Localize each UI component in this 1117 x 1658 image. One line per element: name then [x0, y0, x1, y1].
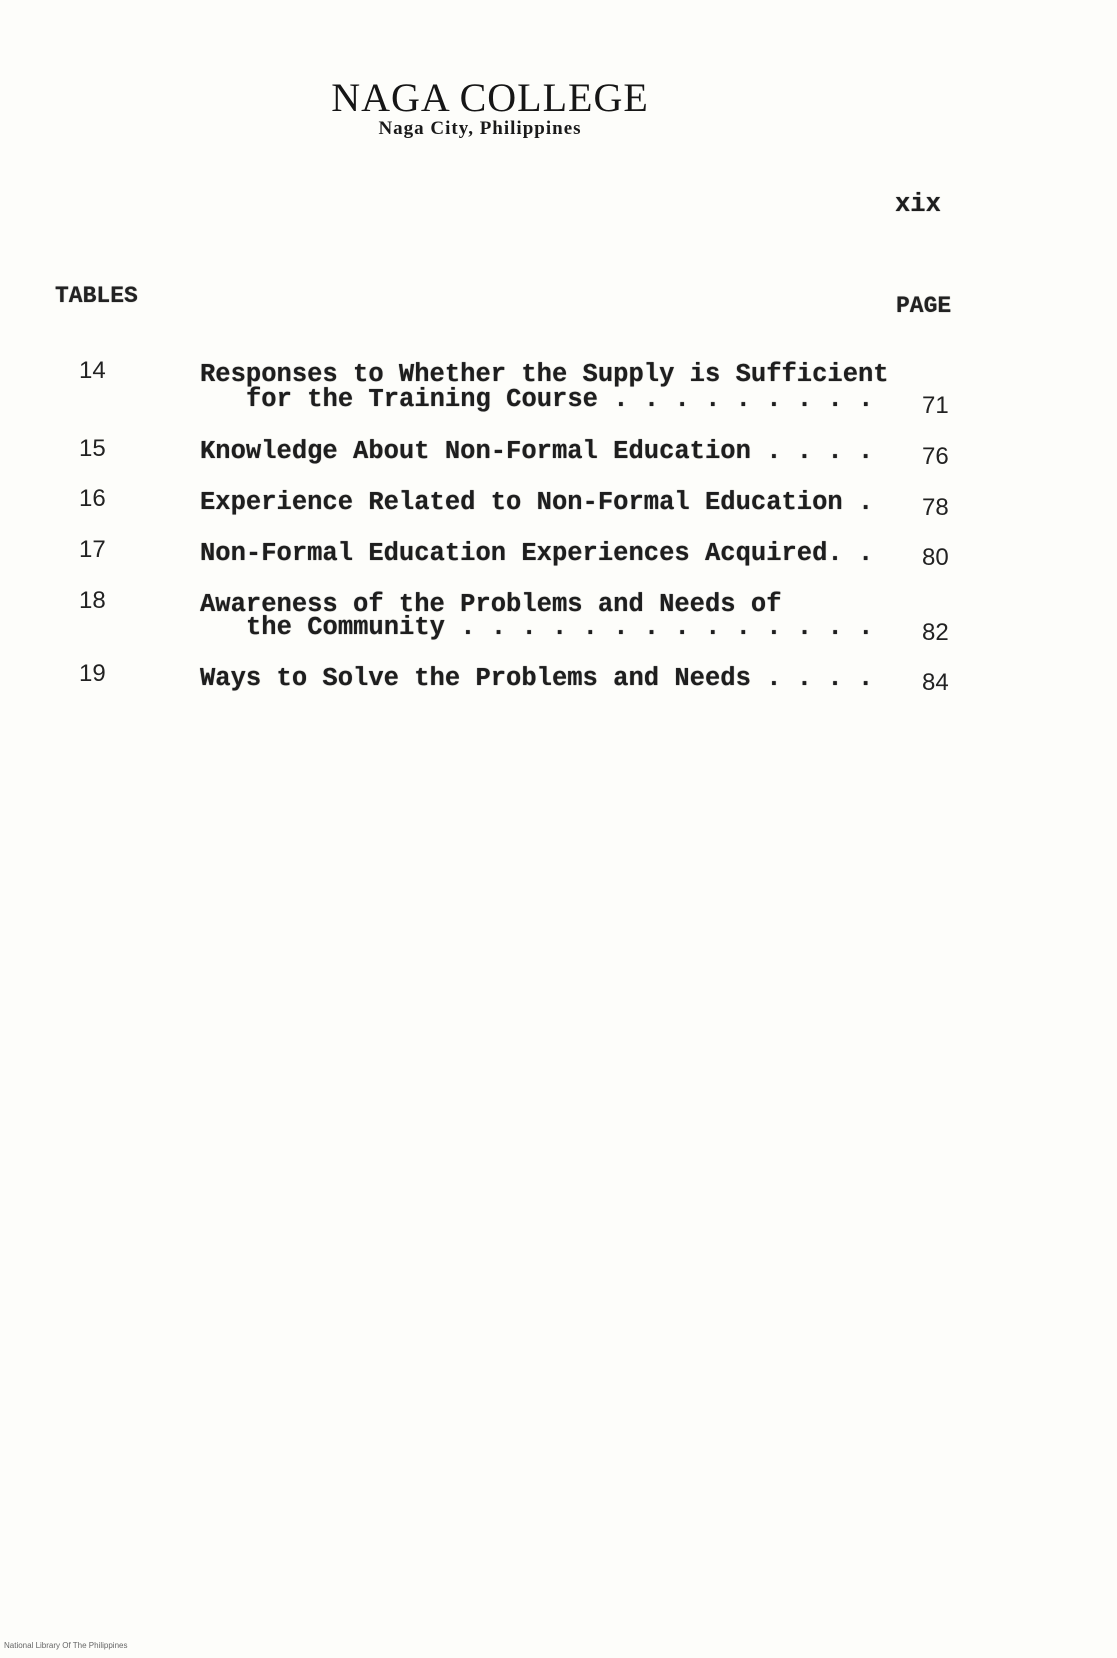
page-number: xix	[895, 190, 941, 219]
table-title: Knowledge About Non-Formal Education . . . .	[200, 437, 874, 466]
table-page: 78	[922, 494, 949, 521]
table-number: 17	[79, 536, 106, 563]
table-number: 15	[79, 435, 106, 462]
table-page: 71	[922, 392, 949, 419]
table-title: Awareness of the Problems and Needs of	[200, 590, 782, 619]
table-page: 76	[922, 443, 949, 470]
table-page: 82	[922, 619, 949, 646]
scan-footer: National Library Of The Philippines	[4, 1641, 128, 1650]
table-number: 19	[79, 660, 106, 687]
table-title: Non-Formal Education Experiences Acquired. .	[200, 539, 874, 568]
table-title: Experience Related to Non-Formal Education .	[200, 488, 874, 517]
institution-name: NAGA COLLEGE	[331, 75, 649, 120]
table-title: Ways to Solve the Problems and Needs . . . .	[200, 664, 874, 693]
table-title: Responses to Whether the Supply is Sufficient	[200, 360, 889, 389]
table-number: 18	[79, 587, 106, 614]
table-page: 84	[922, 669, 949, 696]
table-title-continuation: the Community . . . . . . . . . . . . . .	[246, 613, 874, 642]
page-column-heading: PAGE	[896, 293, 952, 319]
tables-column-heading: TABLES	[55, 283, 138, 309]
table-number: 16	[79, 485, 106, 512]
table-number: 14	[79, 357, 106, 384]
institution-location: Naga City, Philippines	[378, 118, 582, 139]
table-title-continuation: for the Training Course . . . . . . . . .	[246, 385, 874, 414]
table-page: 80	[922, 544, 949, 571]
